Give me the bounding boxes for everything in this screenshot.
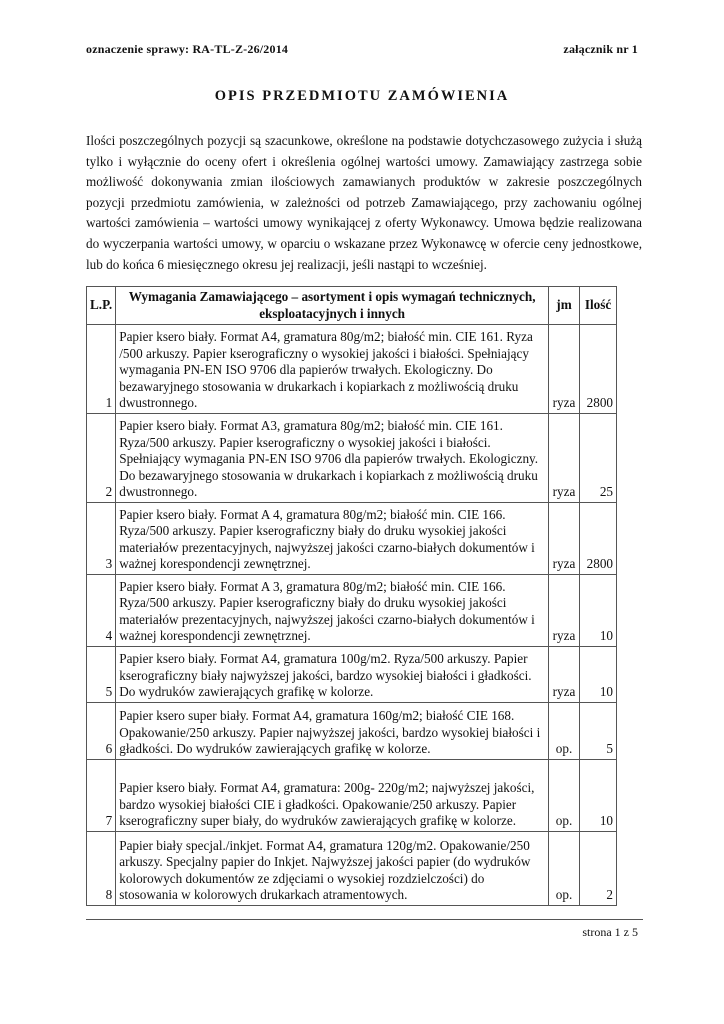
row-lp: 6	[87, 703, 116, 760]
row-quantity: 2800	[580, 325, 617, 414]
row-lp: 2	[87, 414, 116, 503]
row-description: Papier ksero biały. Format A3, gramatura 80g/m2; białość min. CIE 161. Ryza/500 arkuszy. Papier kserograficzny o wysokiej jakości i białości. Spełniający wymagania PN-EN ISO 9706 dla papierów trwałych. Ekologiczny. Do bezawaryjnego stosowania w drukarkach i kopiarkach z możliwością druku dwustronnego.	[116, 414, 549, 503]
row-quantity: 10	[580, 647, 617, 703]
row-description: Papier ksero biały. Format A 4, gramatura 80g/m2; białość min. CIE 166. Ryza/500 arkuszy. Papier kserograficzny biały do druku wysokiej jakości materiałów prezentacyjnych, najwyższej jakości czarno-białych dokumentów i ważnej korespondencji zewnętrznej.	[116, 503, 549, 575]
intro-paragraph: Ilości poszczególnych pozycji są szacunkowe, określone na podstawie dotychczasowego zużycia i służą tylko i wyłącznie do oceny ofert i określenia ogólnej wartości umowy. Zamawiający zastrzega sobie możliwość dokonywania zmian ilościowych zamawianych produktów w zakresie poszczególnych pozycji przedmiotu zamówienia, w zależności od potrzeb Zamawiającego, przy zachowaniu ogólnej wartości zamówienia – wartości umowy wynikającej z oferty Wykonawcy. Umowa będzie realizowana do wyczerpania wartości umowy, w oparciu o wskazane przez Wykonawcę w ofercie ceny jednostkowe, lub do końca 6 miesięcznego okresu jej realizacji, jeśli nastąpi to wcześniej.	[86, 133, 642, 272]
row-unit: ryza	[549, 647, 580, 703]
table-row	[87, 703, 617, 760]
row-lp: 3	[87, 503, 116, 575]
table-header-row	[87, 287, 617, 325]
row-unit: op.	[549, 760, 580, 832]
row-quantity: 10	[580, 575, 617, 647]
header-description: Wymagania Zamawiającego – asortyment i opis wymagań technicznych, eksploatacyjnych i innych	[116, 287, 549, 325]
page-number: strona 1 z 5	[582, 925, 638, 939]
row-description: Papier ksero biały. Format A4, gramatura 80g/m2; białość min. CIE 161. Ryza /500 arkuszy. Papier kserograficzny o wysokiej jakości i białości. Spełniający wymagania PN-EN ISO 9706 dla papierów trwałych. Ekologiczny. Do bezawaryjnego stosowania w drukarkach i kopiarkach z możliwością druku dwustronnego.	[116, 325, 549, 414]
table-row	[87, 503, 617, 575]
header-unit: jm	[549, 287, 580, 325]
row-unit: ryza	[549, 414, 580, 503]
header-lp: L.P.	[87, 287, 116, 325]
table-row	[87, 575, 617, 647]
row-description: Papier ksero biały. Format A 3, gramatura 80g/m2; białość min. CIE 166. Ryza/500 arkuszy. Papier kserograficzny biały do druku wysokiej jakości materiałów prezentacyjnych, najwyższej jakości czarno-białych dokumentów i ważnej korespondencji zewnętrznej.	[116, 575, 549, 647]
row-quantity: 10	[580, 760, 617, 832]
case-reference: oznaczenie sprawy: RA-TL-Z-26/2014	[86, 42, 289, 56]
header-quantity: Ilość	[580, 287, 617, 325]
row-quantity: 2	[580, 832, 617, 906]
row-lp: 7	[87, 760, 116, 832]
row-unit: ryza	[549, 575, 580, 647]
row-unit: ryza	[549, 325, 580, 414]
row-description: Papier biały specjal./inkjet. Format A4, gramatura 120g/m2. Opakowanie/250 arkuszy. Specjalny papier do Inkjet. Najwyższej jakości papier (do wydruków kolorowych dokumentów ze zdjęciami o wysokiej rozdzielczości) do stosowania w kolorowych drukarkach atramentowych.	[116, 832, 549, 906]
row-quantity: 5	[580, 703, 617, 760]
row-description: Papier ksero super biały. Format A4, gramatura 160g/m2; białość CIE 168. Opakowanie/250 arkuszy. Papier najwyższej jakości, bardzo wysokiej białości i gładkości. Do wydruków zawierających grafikę w kolorze.	[116, 703, 549, 760]
table-row	[87, 832, 617, 906]
document-title: OPIS PRZEDMIOTU ZAMÓWIENIA	[214, 88, 510, 104]
row-unit: op.	[549, 832, 580, 906]
table-row	[87, 414, 617, 503]
row-description: Papier ksero biały. Format A4, gramatura: 200g- 220g/m2; najwyższej jakości, bardzo wysokiej białości CIE i gładkości. Opakowanie/250 arkuszy. Papier kserograficzny super biały, do wydruków zawierających grafikę w kolorze.	[116, 760, 549, 832]
table-row	[87, 760, 617, 832]
row-quantity: 25	[580, 414, 617, 503]
attachment-number: załącznik nr 1	[563, 42, 638, 56]
row-lp: 5	[87, 647, 116, 703]
table-row	[87, 325, 617, 414]
row-lp: 8	[87, 832, 116, 906]
row-unit: ryza	[549, 503, 580, 575]
row-quantity: 2800	[580, 503, 617, 575]
row-unit: op.	[549, 703, 580, 760]
footer-divider	[86, 919, 643, 920]
row-lp: 1	[87, 325, 116, 414]
row-description: Papier ksero biały. Format A4, gramatura 100g/m2. Ryza/500 arkuszy. Papier kserograficzny biały najwyższej jakości, bardzo wysokiej białości i gładkości. Do wydruków zawierających grafikę w kolorze.	[116, 647, 549, 703]
row-lp: 4	[87, 575, 116, 647]
requirements-table	[86, 286, 617, 906]
table-row	[87, 647, 617, 703]
